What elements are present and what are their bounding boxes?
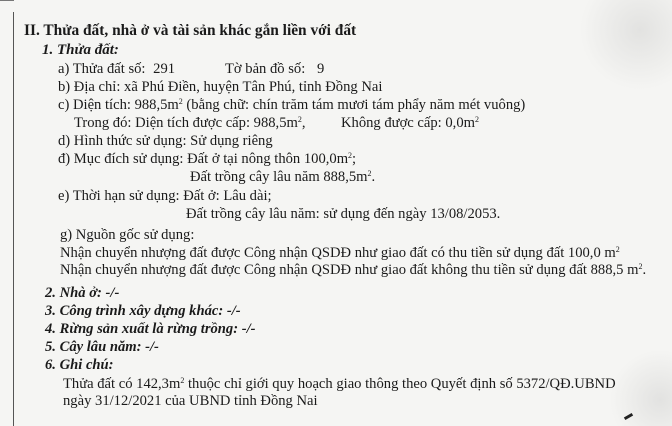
period: . (371, 169, 376, 185)
notes-line-1 (63, 376, 616, 392)
period: . (642, 262, 647, 278)
notes-planned-area: Thửa đất có 142,3m (63, 376, 181, 392)
not-granted-area: Không được cấp: 0,0m (341, 115, 475, 131)
usage-term-perennial-line: Đất trồng cây lâu năm: sử dụng đến ngày 13/08/2053. (186, 206, 501, 222)
area-in-words: (bằng chữ: chín trăm tám mươi tám phẩy năm mét vuông) (182, 97, 526, 113)
superscript: 2 (297, 115, 302, 124)
section-title: II. Thửa đất, nhà ở và tài sản khác gắn liền với đất (24, 22, 357, 39)
usage-purpose-perennial: Đất trồng cây lâu năm 888,5m (190, 169, 368, 185)
origin-line-2 (60, 262, 646, 278)
address-line: b) Địa chỉ: xã Phú Điền, huyện Tân Phú, tỉnh Đồng Nai (58, 79, 383, 95)
parcel-number-value: 291 (153, 61, 176, 77)
part5-perennial-trees: 5. Cây lâu năm: -/- (45, 339, 159, 355)
superscript: 2 (615, 245, 620, 254)
origin-with-fee: Nhận chuyển nhượng đất được Công nhận QSDĐ như giao đất có thu tiền sử dụng đất 100,0 m (60, 245, 616, 261)
semicolon: ; (352, 151, 357, 167)
usage-purpose-residential: đ) Mục đích sử dụng: Đất ở tại nông thôn 100,0m (58, 151, 349, 167)
area-value: c) Diện tích: 988,5m (58, 97, 179, 113)
scan-edge-mark (0, 0, 14, 1)
parcel-number-row (58, 61, 175, 77)
map-sheet-label: Tờ bản đồ số: (225, 61, 306, 77)
granted-area: Trong đó: Diện tích được cấp: 988,5m (74, 115, 298, 131)
superscript: 2 (638, 262, 643, 271)
not-granted-area-line (341, 115, 479, 131)
part4-production-forest: 4. Rừng sản xuất là rừng trồng: -/- (45, 321, 256, 337)
comma: , (301, 115, 306, 131)
notes-line-2: ngày 31/12/2021 của UBND tỉnh Đồng Nai (63, 393, 318, 409)
granted-area-line (74, 115, 306, 131)
page-border-left (13, 12, 14, 426)
superscript: 2 (367, 169, 372, 178)
superscript: 2 (348, 151, 353, 160)
notes-decision: thuộc chỉ giới quy hoạch giao thông theo Quyết định số 5372/QĐ.UBND (184, 376, 616, 392)
map-sheet-row (225, 61, 324, 77)
origin-line-1 (60, 245, 620, 261)
area-line (58, 97, 525, 113)
part6-notes-heading: 6. Ghi chú: (45, 357, 114, 373)
superscript: 2 (178, 97, 183, 106)
usage-form-line: d) Hình thức sử dụng: Sử dụng riêng (58, 133, 273, 149)
usage-term-line: e) Thời hạn sử dụng: Đất ở: Lâu dài; (58, 188, 272, 204)
ink-mark (624, 413, 633, 420)
map-sheet-value: 9 (316, 61, 325, 77)
part3-other-construction: 3. Công trình xây dựng khác: -/- (45, 303, 241, 319)
usage-purpose-perennial-line (190, 169, 375, 185)
part2-house: 2. Nhà ở: -/- (45, 285, 120, 301)
origin-without-fee: Nhận chuyển nhượng đất được Công nhận QSDĐ như giao đất không thu tiền sử dụng đất 888,5 m (60, 262, 639, 278)
superscript: 2 (180, 376, 185, 385)
part1-heading: 1. Thửa đất: (42, 42, 119, 58)
origin-heading: g) Nguồn gốc sử dụng: (60, 227, 195, 243)
parcel-number-label: a) Thửa đất số: (58, 61, 146, 77)
superscript: 2 (474, 115, 479, 124)
usage-purpose-line (58, 151, 356, 167)
